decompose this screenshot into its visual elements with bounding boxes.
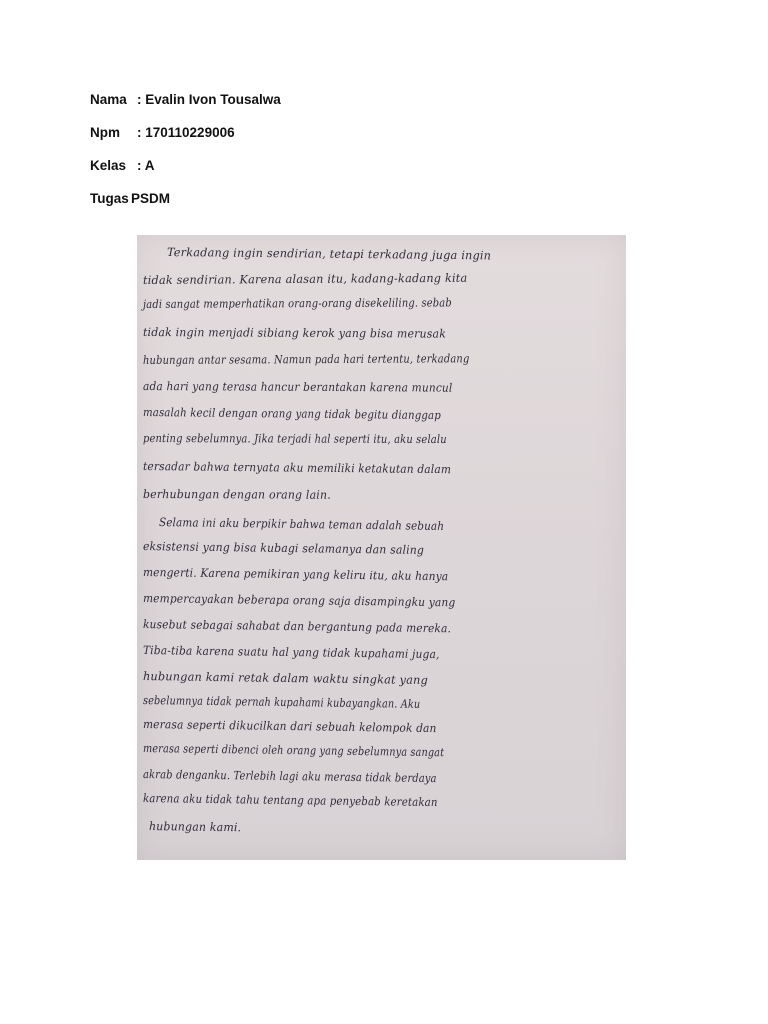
handwritten-line: jadi sangat memperhatikan orang-orang disekeliling. sebab [142,295,452,311]
handwritten-line: tidak sendirian. Karena alasan itu, kadang-kadang kita [142,270,468,287]
handwritten-line: penting sebelumnya. Jika terjadi hal seperti itu, aku selalu [142,431,447,447]
assignment-label: Tugas [90,191,129,206]
handwritten-line: karena aku tidak tahu tentang apa penyebab keretakan [142,791,438,810]
name-label: Nama [90,92,127,107]
handwritten-line: merasa seperti dibenci oleh orang yang sebelumnya sangat [142,741,445,760]
name-row [90,92,281,125]
handwritten-line: ada hari yang terasa hancur berantakan karena muncul [142,379,453,395]
handwritten-line: Selama ini aku berpikir bahwa teman adalah sebuah [158,515,445,533]
class-value: : A [137,158,155,173]
handwritten-line: masalah kecil dengan orang yang tidak begitu dianggap [142,405,441,423]
handwritten-page-photo [137,235,626,860]
npm-value: : 170110229006 [137,125,235,140]
handwritten-line: mempercayakan beberapa orang saja disampingku yang [142,591,456,610]
handwritten-line: sebelumnya tidak pernah kupahami kubayangkan. Aku [142,693,421,711]
handwritten-line: merasa seperti dikucilkan dari sebuah kelompok dan [142,717,437,736]
handwritten-line: kusebut sebagai sahabat dan bergantung pada mereka. [142,617,452,636]
handwritten-line: akrab denganku. Terlebih lagi aku merasa tidak berdaya [142,767,437,786]
handwritten-line: hubungan kami. [148,819,242,835]
handwritten-line: hubungan antar sesama. Namun pada hari tertentu, terkadang [142,351,470,367]
handwritten-line: tidak ingin menjadi sibiang kerok yang bisa merusak [142,325,447,341]
handwritten-line: Terkadang ingin sendirian, tetapi terkadang juga ingin [166,245,492,263]
assignment-value: PSDM [131,191,171,206]
npm-row [90,125,281,158]
handwritten-line: hubungan kami retak dalam waktu singkat yang [142,669,429,687]
handwritten-line: berhubungan dengan orang lain. [142,487,331,502]
assignment-row [90,191,281,224]
handwritten-line: eksistensi yang bisa kubagi selamanya dan saling [142,539,425,557]
class-row [90,158,281,191]
class-label: Kelas [90,158,127,173]
npm-label: Npm [90,125,120,140]
student-info-header [90,92,281,224]
handwritten-line: mengerti. Karena pemikiran yang keliru itu, aku hanya [142,565,449,584]
name-value: : Evalin Ivon Tousalwa [137,92,281,107]
handwritten-line: Tiba-tiba karena suatu hal yang tidak kupahami juga, [142,643,440,662]
handwritten-line: tersadar bahwa ternyata aku memiliki ketakutan dalam [142,459,452,477]
